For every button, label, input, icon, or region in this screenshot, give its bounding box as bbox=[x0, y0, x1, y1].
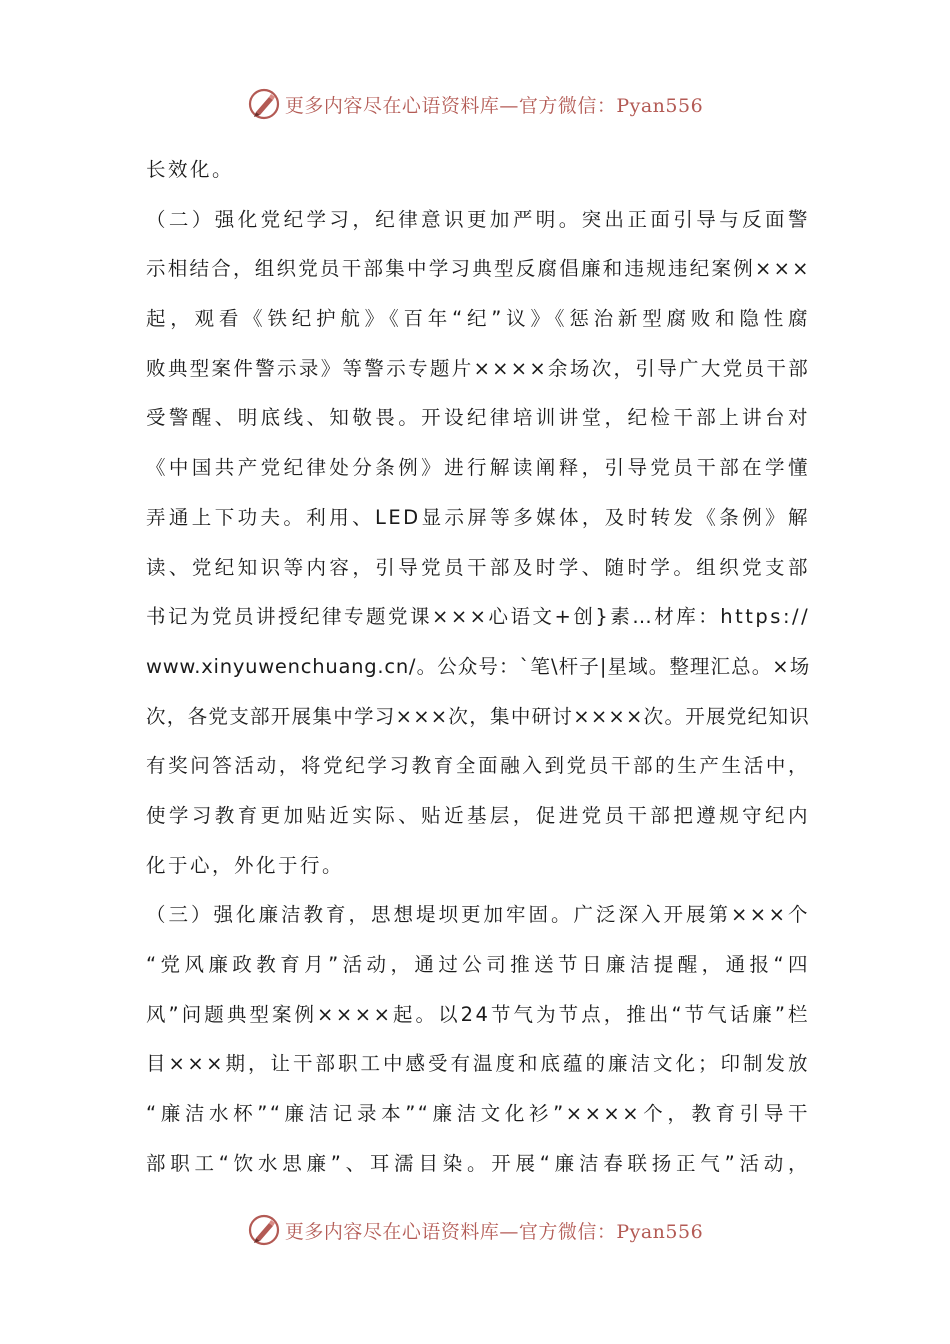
text-line: 目×××期，让干部职工中感受有温度和底蕴的廉洁文化；印制发放 bbox=[146, 1052, 810, 1076]
text-line: 长效化。 bbox=[146, 158, 235, 181]
text-line: （三）强化廉洁教育，思想堤坝更加牢固。广泛深入开展第×××个 bbox=[146, 903, 810, 927]
text-line: 受警醒、明底线、知敬畏。开设纪律培训讲堂，纪检干部上讲台对 bbox=[146, 406, 810, 430]
text-line: （二）强化党纪学习，纪律意识更加严明。突出正面引导与反面警 bbox=[146, 207, 810, 231]
footer-banner-text: 更多内容尽在心语资料库—官方微信：Pyan556 bbox=[284, 1220, 704, 1243]
text-line: 《中国共产党纪律处分条例》进行解读阐释，引导党员干部在学懂 bbox=[146, 456, 810, 480]
text-line: 书记为党员讲授纪律专题党课×××心语文+创}素…材库：https:// bbox=[146, 605, 811, 629]
header-banner bbox=[0, 84, 950, 124]
text-line: 部职工“饮水思廉”、耳濡目染。开展“廉洁春联扬正气”活动， bbox=[146, 1151, 810, 1175]
text-line: 次，各党支部开展集中学习×××次，集中研讨××××次。开展党纪知识 bbox=[146, 704, 810, 728]
text-line: 有奖问答活动，将党纪学习教育全面融入到党员干部的生产生活中， bbox=[146, 754, 810, 778]
text-line: 读、党纪知识等内容，引导党员干部及时学、随时学。组织党支部 bbox=[146, 555, 810, 579]
text-line: 风”问题典型案例××××起。以24节气为节点，推出“节气话廉”栏 bbox=[146, 1002, 810, 1026]
text-line: 化于心，外化于行。 bbox=[146, 853, 345, 877]
text-line: 使学习教育更加贴近实际、贴近基层，促进党员干部把遵规守纪内 bbox=[146, 803, 810, 827]
pen-logo-icon bbox=[247, 1213, 281, 1247]
text-line: 败典型案件警示录》等警示专题片××××余场次，引导广大党员干部 bbox=[146, 356, 810, 380]
pen-logo-icon bbox=[247, 87, 281, 121]
text-line: “党风廉政教育月”活动，通过公司推送节日廉洁提醒，通报“四 bbox=[146, 953, 810, 976]
footer-banner bbox=[0, 1210, 950, 1250]
text-line: “廉洁水杯”“廉洁记录本”“廉洁文化衫”××××个，教育引导干 bbox=[146, 1102, 810, 1126]
text-line: 示相结合，组织党员干部集中学习典型反腐倡廉和违规违纪案例××× bbox=[146, 257, 811, 281]
text-line: 弄通上下功夫。利用、LED显示屏等多媒体，及时转发《条例》解 bbox=[146, 505, 810, 529]
text-line: www.xinyuwenchuang.cn/。公众号：`笔\杆子|星域。整理汇总。×场 bbox=[146, 654, 810, 678]
text-line: 起，观看《铁纪护航》《百年“纪”议》《惩治新型腐败和隐性腐 bbox=[146, 307, 810, 331]
body-text bbox=[146, 145, 810, 1188]
header-banner-text: 更多内容尽在心语资料库—官方微信：Pyan556 bbox=[284, 94, 704, 117]
